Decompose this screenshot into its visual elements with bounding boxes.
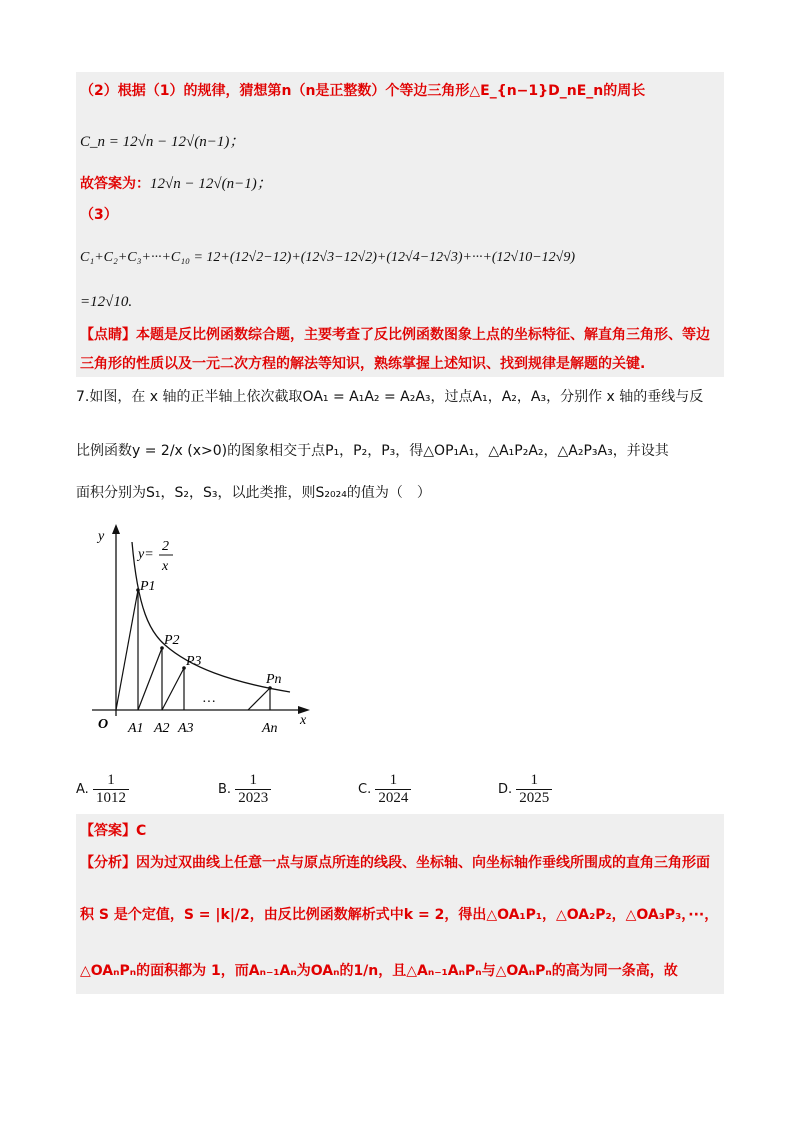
- segment-A2-P3: [162, 668, 184, 710]
- part3-formula: C₁+C₂+C₃+···+C₁₀ = 12+(12√2−12)+(12√3−12√2)+(12√4−12√3)+···+(12√10−12√9): [80, 250, 576, 265]
- analysis-line-2: 积 S 是个定值，S = |k|/2，由反比例函数解析式中k = 2，得出△OA₁P₁，△OA₂P₂，△OA₃P₃，···，: [80, 907, 719, 923]
- option-b-fraction: $\frac{1}{2023}$: [235, 772, 271, 807]
- curve-label-denominator: x: [162, 559, 169, 574]
- question-line-2: 比例函数y = 2/x (x>0)的图象相交于点P₁，P₂，P₃，得△OP₁A₁，△A₁P₂A₂，△A₂P₃A₃，并设其: [76, 443, 669, 459]
- question-line-3: 面积分别为S₁，S₂，S₃，以此类推，则S₂₀₂₄的值为（ ）: [76, 485, 431, 501]
- question-line-1: 7.如图，在 x 轴的正半轴上依次截取OA₁ = A₁A₂ = A₂A₃，过点A₁，A₂，A₃，分别作 x 轴的垂线与反: [76, 389, 704, 405]
- part2-heading: （2）根据（1）的规律，猜想第n（n是正整数）个等边三角形△E_{n−1}D_nE_n的周长: [80, 83, 646, 99]
- label-A1: A1: [128, 721, 144, 736]
- origin-label: O: [98, 717, 109, 732]
- label-P2: P2: [164, 633, 180, 648]
- review-label: 【点睛】: [80, 327, 136, 343]
- segment-A1-P2: [138, 648, 162, 710]
- option-c[interactable]: C. $\frac{1}{2024}$: [358, 772, 411, 807]
- hyperbola-curve: [132, 542, 290, 692]
- review-line-2: 三角形的性质以及一元二次方程的解法等知识，熟练掌握上述知识、找到规律是解题的关键.: [80, 356, 646, 372]
- option-c-fraction: $\frac{1}{2024}$: [375, 772, 411, 807]
- curve-label-numerator: 2: [162, 539, 169, 554]
- option-a[interactable]: A. $\frac{1}{1012}$: [76, 772, 129, 807]
- answer-prefix: 故答案为：: [80, 176, 150, 192]
- solution-block-bottom: [76, 814, 724, 994]
- part3-result: =12√10.: [80, 294, 133, 310]
- x-axis-label: x: [300, 713, 307, 728]
- y-axis-arrow: [112, 524, 120, 534]
- analysis-label: 【分析】: [80, 855, 136, 871]
- answer-line: 【答案】C: [80, 823, 147, 839]
- label-P1: P1: [140, 579, 156, 594]
- label-A3: A3: [178, 721, 194, 736]
- option-b[interactable]: B. $\frac{1}{2023}$: [218, 772, 271, 807]
- part3-heading: （3）: [80, 207, 118, 223]
- hyperbola-figure: [80, 520, 320, 745]
- label-A2: A2: [154, 721, 170, 736]
- curve-label: y=: [138, 547, 154, 562]
- answer-line-top: [80, 172, 272, 193]
- label-An: An: [262, 721, 278, 736]
- label-Pn: Pn: [266, 672, 282, 687]
- analysis-line-1: 【分析】因为过双曲线上任意一点与原点所连的线段、坐标轴、向坐标轴作垂线所围成的直角三角形面: [80, 855, 710, 871]
- part2-formula: C_n = 12√n − 12√(n−1)；: [80, 134, 245, 150]
- solution-block-top: [76, 72, 724, 377]
- option-d-fraction: $\frac{1}{2025}$: [516, 772, 552, 807]
- y-axis-label: y: [98, 529, 105, 544]
- answer-formula: 12√n − 12√(n−1)；: [150, 176, 272, 192]
- label-P3: P3: [186, 654, 202, 669]
- option-a-fraction: $\frac{1}{1012}$: [93, 772, 129, 807]
- segment-An-1-Pn: [248, 688, 270, 710]
- option-d[interactable]: D. $\frac{1}{2025}$: [498, 772, 552, 807]
- ellipsis-label: ···: [202, 695, 216, 710]
- review-line-1: 【点睛】本题是反比例函数综合题，主要考查了反比例函数图象上点的坐标特征、解直角三角形、等边: [80, 327, 710, 343]
- analysis-line-3: △OAₙPₙ的面积都为 1，而Aₙ₋₁Aₙ为OAₙ的1/n，且△Aₙ₋₁AₙPₙ与△OAₙPₙ的高为同一条高，故: [80, 963, 678, 979]
- segment-O-P1: [116, 590, 138, 710]
